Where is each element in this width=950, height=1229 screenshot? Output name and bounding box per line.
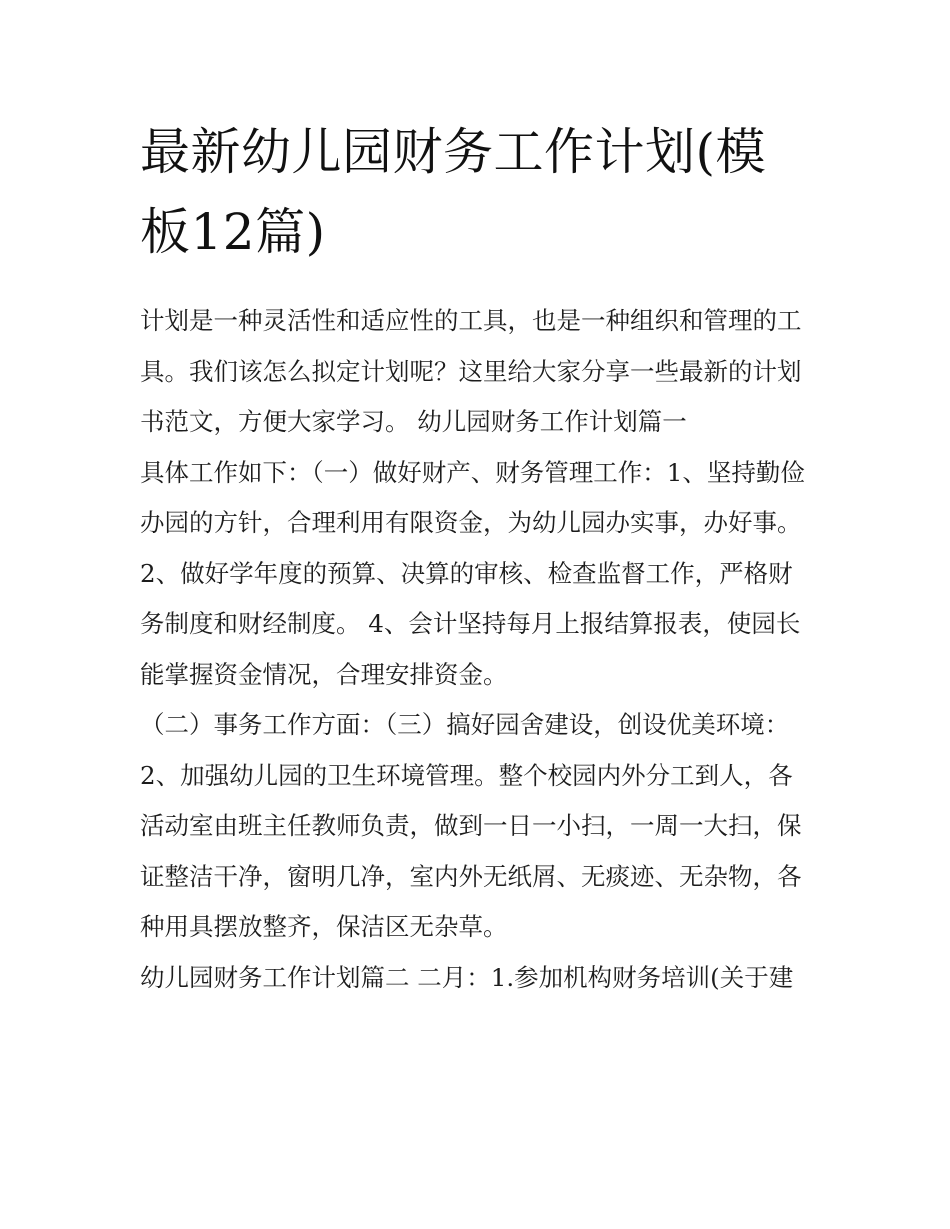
paragraph-property-management: 具体工作如下：（一）做好财产、财务管理工作：1、坚持勤俭办园的方针，合理利用有限资金，为幼儿园办实事，办好事。 (140, 457, 805, 537)
paragraph-plan-two: 幼儿园财务工作计划篇二 二月：1.参加机构财务培训(关于建 (140, 962, 794, 992)
document-title: 最新幼儿园财务工作计划(模板12篇) (140, 123, 767, 261)
document-body (140, 296, 812, 1003)
paragraph-intro: 计划是一种灵活性和适应性的工具，也是一种组织和管理的工具。我们该怎么拟定计划呢？这里给大家分享一些最新的计划书范文，方便大家学习。 幼儿园财务工作计划篇一 (140, 306, 802, 436)
document-page (140, 112, 812, 1003)
paragraph-hygiene: 2、加强幼儿园的卫生环境管理。整个校园内外分工到人，各活动室由班主任教师负责，做到一日一小扫，一周一大扫，保证整洁干净，窗明几净，室内外无纸屑、无痰迹、无杂物，各种用具摆放整齐，保洁区无杂草。 (140, 760, 802, 941)
paragraph-affairs: （二）事务工作方面：（三）搞好园舍建设，创设优美环境： (140, 710, 790, 739)
paragraph-budget: 2、做好学年度的预算、决算的审核、检查监督工作，严格财务制度和财经制度。 4、会计坚持每月上报结算报表，使园长能掌握资金情况，合理安排资金。 (140, 558, 801, 689)
